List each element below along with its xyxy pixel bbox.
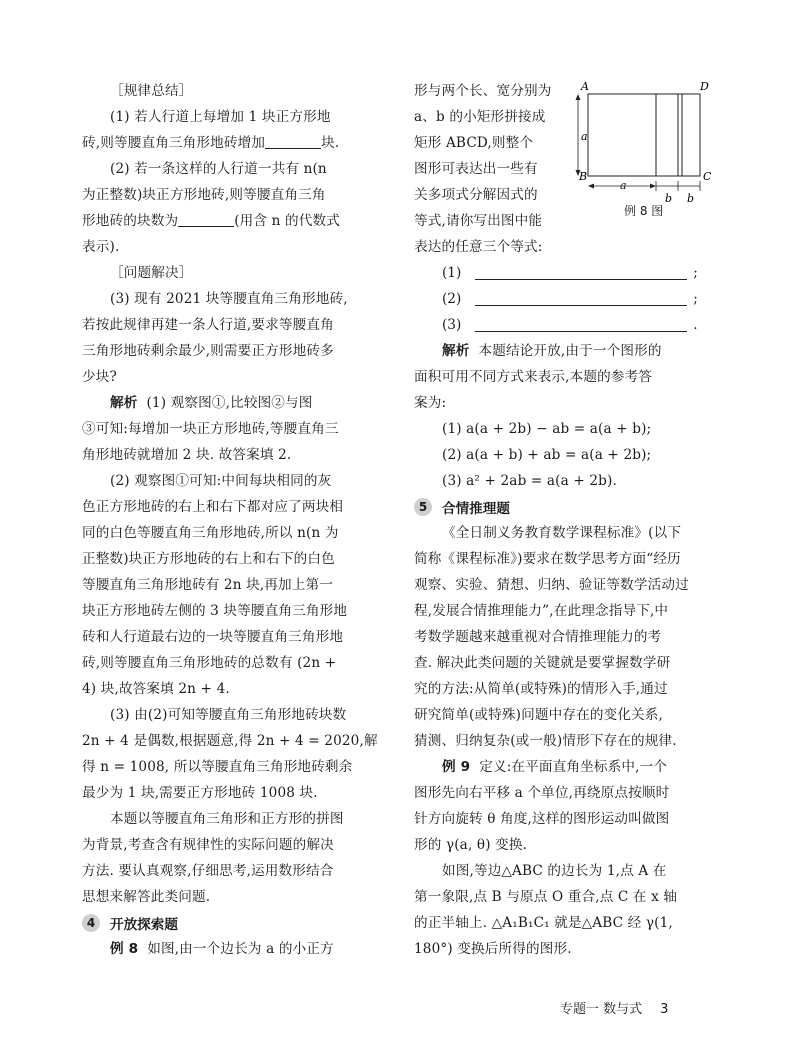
analysis-p3-line: 最少为 1 块,需要正方形地砖 1008 块. [82, 785, 318, 801]
left-column [82, 78, 384, 962]
example-8-figure [572, 78, 714, 234]
analysis-p3-line: 得 n = 1008, 所以等腰直角三角形地砖剩余 [82, 759, 353, 775]
equation-line: (1) a(a + 2b) − ab = a(a + b); [442, 421, 652, 437]
example-9-p2-line: 如图,等边△ABC 的边长为 1,点 A 在 [442, 863, 667, 879]
figure-wrap [414, 78, 714, 234]
fig-text-line: a、b 的小矩形拼接成 [414, 109, 546, 125]
analysis-line: 面积可用不同方式来表示,本题的参考答 [414, 369, 653, 385]
example-9-p2-line: 的正半轴上. △A₁B₁C₁ 就是△ABC 经 γ(1, [414, 915, 673, 931]
fig-text-line: 等式,请你写出图中能 [414, 213, 543, 229]
q3-line: 少块? [82, 369, 117, 385]
page-number: 3 [660, 1002, 669, 1017]
answer-blank[interactable] [475, 292, 687, 306]
label-B: B [579, 170, 588, 183]
label-A: A [581, 80, 589, 93]
example-9-line: 图形先向右平移 a 个单位,再绕原点按顺时 [414, 785, 670, 801]
analysis-line: 解析 本题结论开放,由于一个图形的 [442, 343, 662, 359]
analysis-p2-line: 同的白色等腰直角三角形地砖,所以 n(n 为 [82, 525, 339, 541]
answer-blank-1[interactable] [265, 134, 321, 149]
section-4-heading [82, 910, 384, 936]
example-9-line: 例 9 定义:在平面直角坐标系中,一个 [442, 759, 668, 775]
figure-side-text [414, 78, 572, 234]
section-number-badge: 4 [82, 914, 100, 932]
answer-blank[interactable] [475, 266, 687, 280]
arrow-head [650, 184, 656, 189]
analysis-p3-line: (3) 由(2)可知等腰直角三角形地砖块数 [110, 707, 347, 723]
sec5-line: 考数学题越来越重视对合情推理能力的考 [414, 629, 662, 645]
sec5-line: 查. 解决此类问题的关键就是要掌握数学研 [414, 655, 671, 671]
right-column [414, 78, 714, 962]
analysis-p2-line: 4) 块,故答案填 2n + 4. [82, 681, 230, 697]
answer-line-1: (1) ; [442, 265, 698, 281]
sec5-line: 研究简单(或特殊)问题中存在的变化关系, [414, 707, 664, 723]
summary-line: 方法. 要认真观察,仔细思考,运用数形结合 [82, 863, 334, 879]
q3-line: 若按此规律再建一条人行道,要求等腰直角 [82, 317, 334, 333]
sec5-line: 猜测、归纳复杂(或一般)情形下存在的规律. [414, 733, 677, 749]
sec5-line: 究的方法:从简单(或特殊)的情形入手,通过 [414, 681, 668, 697]
fig-text-line: 关多项式分解因式的 [414, 187, 538, 203]
summary-heading: ［规律总结］ [110, 83, 193, 99]
fig-text-line: 图形可表达出一些有 [414, 161, 538, 177]
equation-line: (3) a² + 2ab = a(a + 2b). [442, 473, 617, 489]
solve-heading: ［问题解决］ [110, 265, 193, 281]
fig-text-line: 形与两个长、宽分别为 [414, 83, 552, 99]
page-footer [560, 998, 668, 1017]
label-a-side: a [581, 130, 588, 143]
example-9-p2-line: 180°) 变换后所得的图形. [414, 941, 572, 957]
arrow-head [576, 94, 581, 100]
q2-line1: (2) 若一条这样的人行道一共有 n(n [110, 161, 327, 177]
analysis-p2-line: 正整数)块正方形地砖的右上和右下的白色 [82, 551, 335, 567]
answer-blank[interactable] [475, 318, 687, 332]
summary-line: 本题以等腰直角三角形和正方形的拼图 [110, 811, 344, 827]
analysis-line: 解析 (1) 观察图①,比较图②与图 [110, 395, 313, 411]
analysis-line: ③可知:每增加一块正方形地砖,等腰直角三 [82, 421, 339, 437]
analysis-label: 解析 [442, 343, 470, 359]
section-number-badge: 5 [414, 498, 432, 516]
analysis-p3-line: 2n + 4 是偶数,根据题意,得 2n + 4 = 2020,解 [82, 733, 378, 749]
label-a-bottom: a [620, 179, 627, 192]
example-label: 例 9 [442, 759, 471, 775]
q1-line2: 砖,则等腰直角三角形地砖增加 块. [82, 135, 340, 151]
q1-line1: (1) 若人行道上每增加 1 块正方形地 [110, 109, 331, 125]
analysis-line: 案为: [414, 395, 447, 411]
sec5-line: 观察、实验、猜想、归纳、验证等数学活动过 [414, 577, 689, 593]
q3-line: 三角形地砖剩余最少,则需要正方形地砖多 [82, 343, 334, 359]
fig-text-line: 矩形 ABCD,则整个 [414, 135, 534, 151]
analysis-line: 角形地砖就增加 2 块. 故答案填 2. [82, 447, 292, 463]
rectangle-diagram [572, 78, 714, 218]
chapter-label: 专题一 数与式 [560, 1002, 643, 1017]
q2-line4: 表示). [82, 239, 120, 255]
label-C: C [703, 170, 712, 183]
example-9-p2-line: 第一象限,点 B 与原点 O 重合,点 C 在 x 轴 [414, 889, 678, 905]
fig-text-line: 表达的任意三个等式: [414, 239, 543, 255]
equation-line: (2) a(a + b) + ab = a(a + 2b); [442, 447, 652, 463]
sec5-line: 简称《课程标准》)要求在数学思考方面“经历 [414, 551, 681, 567]
rect-abcd [588, 94, 700, 176]
section-title: 开放探索题 [110, 917, 178, 933]
label-D: D [700, 80, 709, 93]
answer-blank-2[interactable] [178, 212, 234, 227]
q3-line: (3) 现有 2021 块等腰直角三角形地砖, [110, 291, 348, 307]
analysis-p2-line: 砖,则等腰直角三角形地砖的总数有 (2n + [82, 655, 337, 671]
example-9-line: 针方向旋转 θ 角度,这样的图形运动叫做图 [414, 811, 670, 827]
example-label: 例 8 [110, 941, 139, 957]
section-title: 合情推理题 [442, 501, 510, 517]
analysis-label: 解析 [110, 395, 138, 411]
answer-line-2: (2) ; [442, 291, 698, 307]
sec5-line: 《全日制义务教育数学课程标准》(以下 [442, 525, 682, 541]
label-b: b [665, 192, 673, 205]
q2-line2: 为正整数)块正方形地砖,则等腰直角三角 [82, 187, 326, 203]
label-b: b [687, 192, 695, 205]
analysis-p2-line: 色正方形地砖的右上和右下都对应了两块相 [82, 499, 344, 515]
sec5-line: 程,发展合情推理能力”,在此理念指导下,中 [414, 603, 669, 619]
analysis-p2-line: (2) 观察图①可知:中间每块相同的灰 [110, 473, 332, 489]
section-5-heading [414, 494, 714, 520]
analysis-p2-line: 等腰直角三角形地砖有 2n 块,再加上第一 [82, 577, 334, 593]
answer-line-3: (3) . [442, 317, 698, 333]
summary-line: 为背景,考查含有规律性的实际问题的解决 [82, 837, 334, 853]
arrow-head [588, 184, 594, 189]
analysis-p2-line: 砖和人行道最右边的一块等腰直角三角形地 [82, 629, 344, 645]
figure-caption: 例 8 图 [624, 204, 664, 218]
summary-line: 思想来解答此类问题. [82, 889, 211, 905]
example-8-line: 例 8 如图,由一个边长为 a 的小正方 [110, 941, 334, 957]
q2-line3: 形地砖的块数为 (用含 n 的代数式 [82, 213, 340, 229]
analysis-p2-line: 块正方形地砖左侧的 3 块等腰直角三角形地 [82, 603, 348, 619]
example-9-line: 形的 γ(a, θ) 变换. [414, 837, 528, 853]
